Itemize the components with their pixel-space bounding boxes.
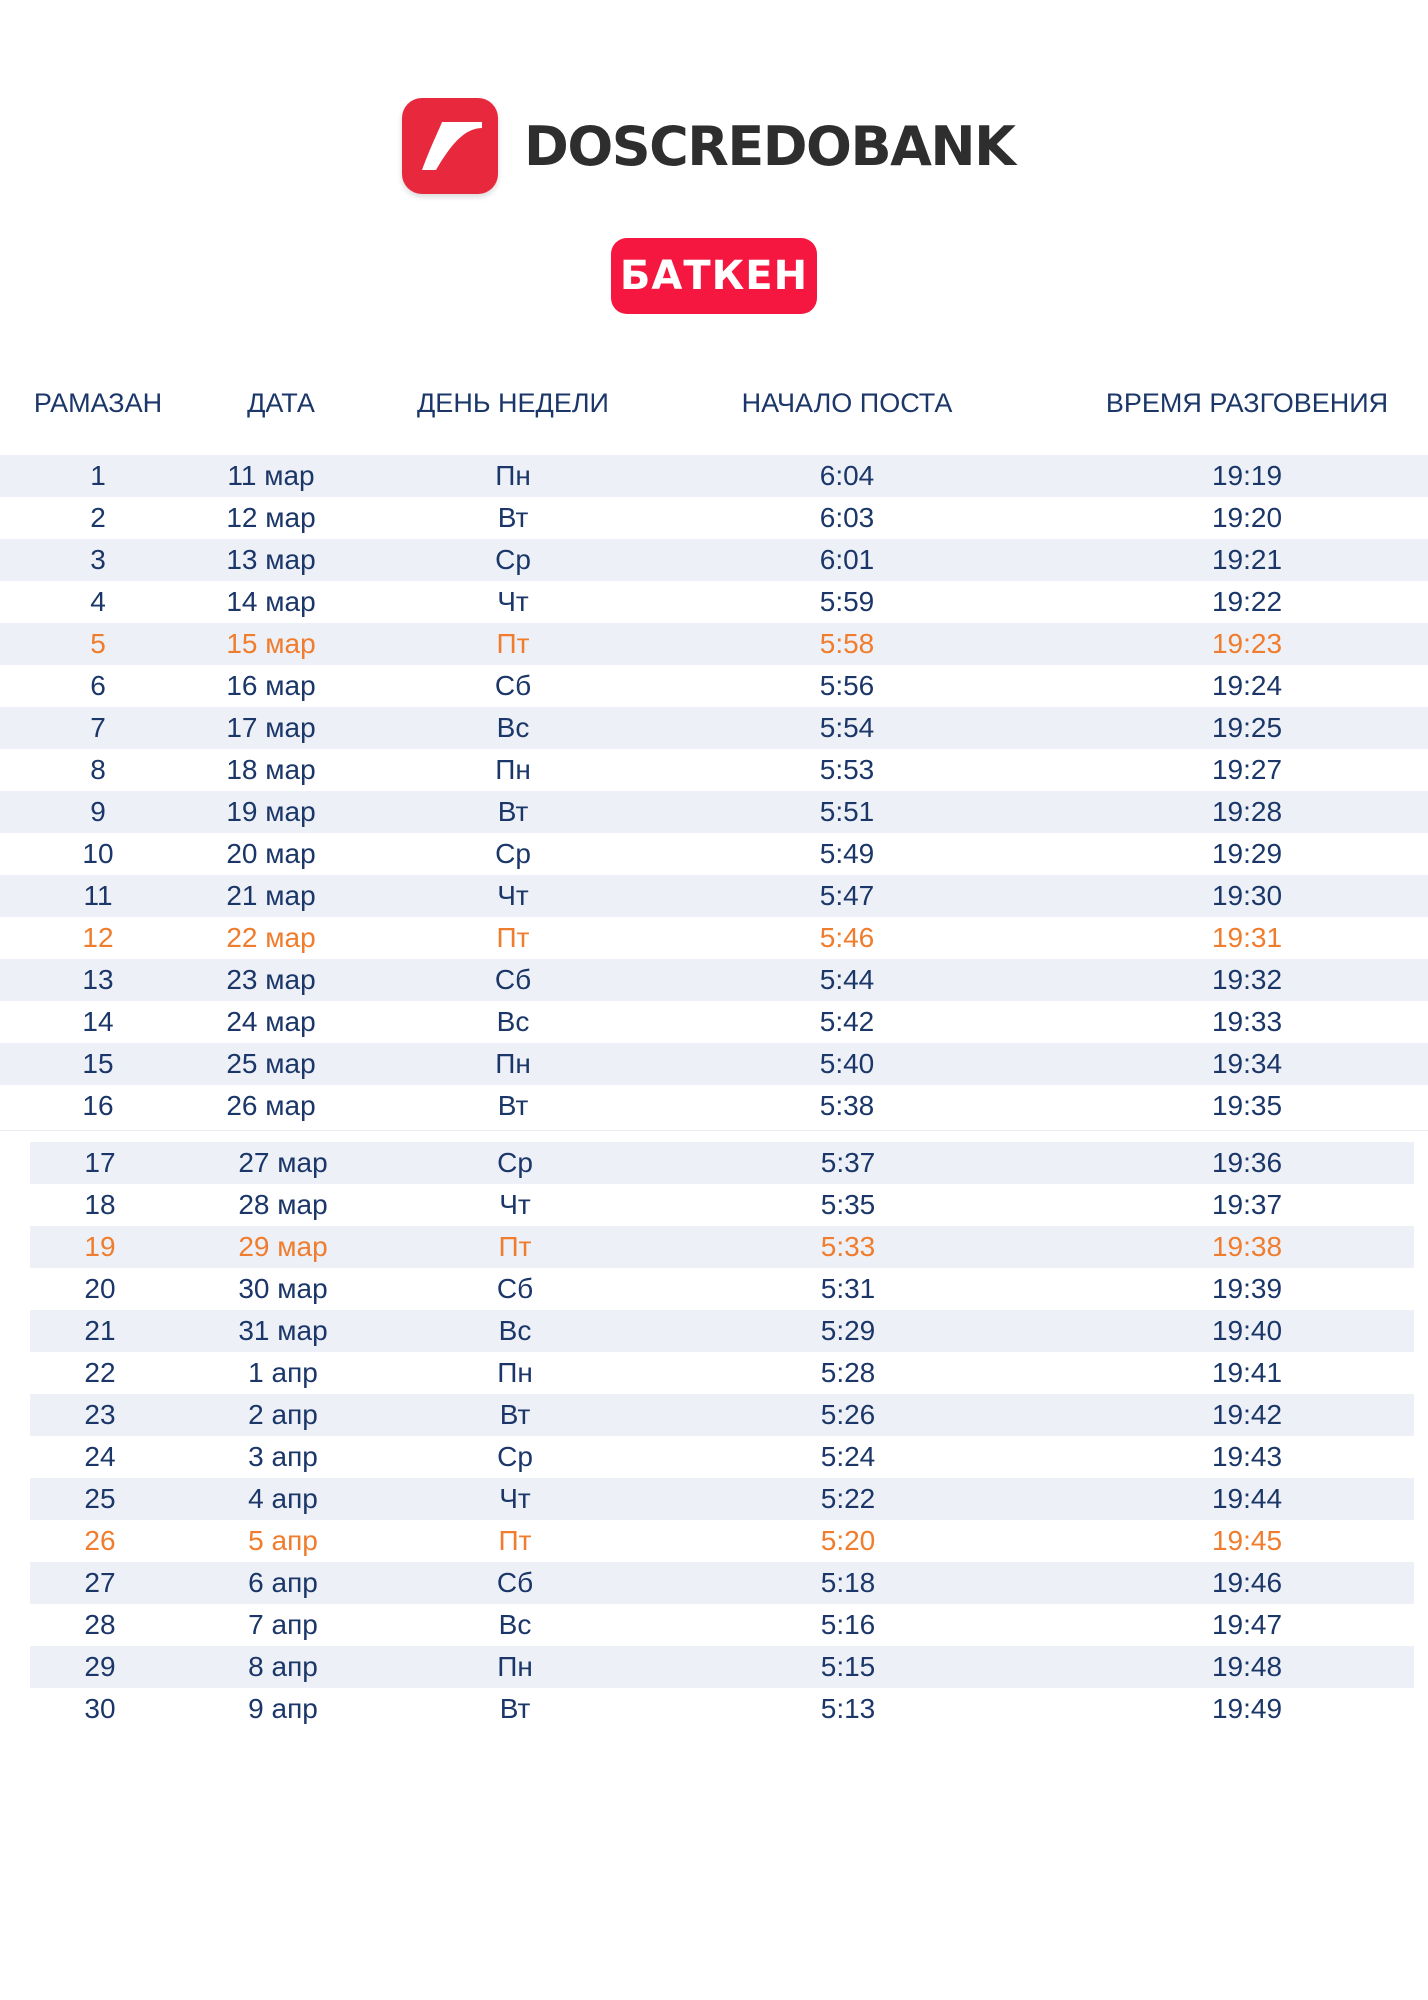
table-row xyxy=(0,1043,1428,1085)
cell-weekday: Сб xyxy=(496,1567,534,1598)
cell-weekday: Пн xyxy=(497,1357,533,1388)
cell-fast-start: 5:28 xyxy=(820,1357,876,1388)
cell-iftar-time: 19:31 xyxy=(1211,922,1283,953)
cell-iftar-time: 19:38 xyxy=(1211,1231,1283,1262)
cell-date: 16 мар xyxy=(226,670,316,701)
cell-date: 13 мар xyxy=(226,544,316,575)
cell-iftar-time: 19:47 xyxy=(1211,1609,1283,1640)
cell-ramadan-day: 29 xyxy=(84,1651,116,1682)
cell-date: 21 мар xyxy=(226,880,316,911)
cell-weekday: Чт xyxy=(499,1483,531,1514)
cell-fast-start: 5:56 xyxy=(819,670,875,701)
cell-iftar-time: 19:30 xyxy=(1211,880,1283,911)
table-row xyxy=(0,581,1428,623)
cell-date: 5 апр xyxy=(248,1525,318,1556)
cell-ramadan-day: 19 xyxy=(84,1231,116,1262)
cell-iftar-time: 19:21 xyxy=(1211,544,1283,575)
table-row xyxy=(0,1085,1428,1127)
cell-weekday: Вс xyxy=(496,712,530,743)
cell-fast-start: 5:35 xyxy=(820,1189,876,1220)
cell-ramadan-day: 2 xyxy=(90,502,106,533)
cell-iftar-time: 19:19 xyxy=(1211,460,1283,491)
cell-date: 19 мар xyxy=(226,796,316,827)
cell-ramadan-day: 15 xyxy=(82,1048,114,1079)
schedule-table-part-1 xyxy=(0,455,1428,1127)
cell-weekday: Сб xyxy=(494,964,532,995)
cell-ramadan-day: 7 xyxy=(90,712,106,743)
table-row xyxy=(30,1436,1414,1478)
cell-fast-start: 5:31 xyxy=(820,1273,876,1304)
table-row xyxy=(0,497,1428,539)
cell-iftar-time: 19:39 xyxy=(1211,1273,1283,1304)
cell-iftar-time: 19:43 xyxy=(1211,1441,1283,1472)
cell-ramadan-day: 10 xyxy=(82,838,114,869)
table-row xyxy=(0,959,1428,1001)
cell-iftar-time: 19:40 xyxy=(1211,1315,1283,1346)
brand-logo xyxy=(402,96,1014,196)
cell-ramadan-day: 4 xyxy=(90,586,106,617)
doscredobank-logo-icon xyxy=(402,98,498,194)
cell-weekday: Сб xyxy=(494,670,532,701)
cell-weekday: Пн xyxy=(495,754,531,785)
cell-weekday: Пн xyxy=(495,1048,531,1079)
cell-date: 18 мар xyxy=(226,754,316,785)
brand-name: DOSCREDOBANK xyxy=(524,114,1015,178)
cell-fast-start: 5:53 xyxy=(819,754,875,785)
cell-weekday: Вт xyxy=(499,1399,531,1430)
cell-ramadan-day: 20 xyxy=(84,1273,116,1304)
cell-fast-start: 6:03 xyxy=(819,502,875,533)
cell-iftar-time: 19:42 xyxy=(1211,1399,1283,1430)
cell-date: 25 мар xyxy=(226,1048,316,1079)
cell-ramadan-day: 5 xyxy=(90,628,106,659)
cell-date: 4 апр xyxy=(248,1483,318,1514)
cell-ramadan-day: 11 xyxy=(83,880,113,911)
cell-ramadan-day: 8 xyxy=(90,754,106,785)
cell-ramadan-day: 17 xyxy=(84,1147,116,1178)
cell-date: 31 мар xyxy=(238,1315,328,1346)
cell-fast-start: 5:46 xyxy=(819,922,875,953)
cell-date: 17 мар xyxy=(226,712,316,743)
cell-weekday: Вт xyxy=(497,796,529,827)
cell-weekday: Пт xyxy=(498,1525,532,1556)
cell-iftar-time: 19:29 xyxy=(1211,838,1283,869)
cell-fast-start: 5:24 xyxy=(820,1441,876,1472)
cell-fast-start: 5:38 xyxy=(819,1090,875,1121)
cell-date: 11 мар xyxy=(227,460,315,491)
cell-fast-start: 5:59 xyxy=(819,586,875,617)
cell-weekday: Ср xyxy=(497,1147,533,1178)
cell-date: 9 апр xyxy=(248,1693,318,1724)
cell-date: 24 мар xyxy=(226,1006,316,1037)
table-row xyxy=(0,455,1428,497)
cell-weekday: Вт xyxy=(499,1693,531,1724)
cell-weekday: Ср xyxy=(495,544,531,575)
cell-iftar-time: 19:46 xyxy=(1211,1567,1283,1598)
column-header-fast-start: НАЧАЛО ПОСТА xyxy=(741,388,953,418)
cell-fast-start: 5:15 xyxy=(820,1651,876,1682)
table-row xyxy=(30,1142,1414,1184)
table-row xyxy=(0,623,1428,665)
cell-ramadan-day: 23 xyxy=(84,1399,116,1430)
cell-ramadan-day: 14 xyxy=(82,1006,114,1037)
cell-iftar-time: 19:33 xyxy=(1211,1006,1283,1037)
cell-date: 14 мар xyxy=(226,586,316,617)
cell-fast-start: 5:47 xyxy=(819,880,875,911)
cell-ramadan-day: 1 xyxy=(90,460,106,491)
cell-fast-start: 5:54 xyxy=(819,712,875,743)
cell-ramadan-day: 26 xyxy=(84,1525,116,1556)
cell-fast-start: 5:33 xyxy=(820,1231,876,1262)
table-row xyxy=(0,539,1428,581)
table-row xyxy=(0,749,1428,791)
cell-fast-start: 5:20 xyxy=(820,1525,876,1556)
cell-fast-start: 5:40 xyxy=(819,1048,875,1079)
table-row xyxy=(30,1352,1414,1394)
cell-iftar-time: 19:24 xyxy=(1211,670,1283,701)
cell-weekday: Чт xyxy=(497,586,529,617)
cell-fast-start: 5:51 xyxy=(819,796,875,827)
cell-iftar-time: 19:41 xyxy=(1211,1357,1283,1388)
table-row xyxy=(30,1268,1414,1310)
cell-weekday: Вт xyxy=(497,1090,529,1121)
table-row xyxy=(30,1226,1414,1268)
cell-iftar-time: 19:20 xyxy=(1211,502,1283,533)
cell-weekday: Пн xyxy=(495,460,531,491)
cell-ramadan-day: 3 xyxy=(90,544,106,575)
cell-fast-start: 5:29 xyxy=(820,1315,876,1346)
cell-iftar-time: 19:49 xyxy=(1211,1693,1283,1724)
cell-weekday: Вс xyxy=(498,1315,532,1346)
cell-iftar-time: 19:27 xyxy=(1211,754,1283,785)
cell-date: 6 апр xyxy=(248,1567,318,1598)
cell-date: 30 мар xyxy=(238,1273,328,1304)
cell-date: 15 мар xyxy=(226,628,316,659)
cell-ramadan-day: 21 xyxy=(84,1315,116,1346)
cell-date: 2 апр xyxy=(248,1399,318,1430)
table-row xyxy=(0,917,1428,959)
table-row xyxy=(30,1478,1414,1520)
column-header-ramadan: РАМАЗАН xyxy=(33,388,163,418)
cell-date: 26 мар xyxy=(226,1090,316,1121)
cell-date: 27 мар xyxy=(238,1147,328,1178)
cell-date: 1 апр xyxy=(248,1357,318,1388)
cell-weekday: Вс xyxy=(496,1006,530,1037)
cell-fast-start: 5:58 xyxy=(819,628,875,659)
cell-iftar-time: 19:23 xyxy=(1211,628,1283,659)
table-row xyxy=(30,1394,1414,1436)
table-row xyxy=(30,1688,1414,1730)
cell-iftar-time: 19:34 xyxy=(1211,1048,1283,1079)
cell-iftar-time: 19:25 xyxy=(1211,712,1283,743)
cell-fast-start: 6:01 xyxy=(819,544,875,575)
cell-iftar-time: 19:28 xyxy=(1211,796,1283,827)
column-header-date: ДАТА xyxy=(247,388,315,418)
cell-ramadan-day: 22 xyxy=(84,1357,116,1388)
cell-iftar-time: 19:36 xyxy=(1211,1147,1283,1178)
cell-iftar-time: 19:45 xyxy=(1211,1525,1283,1556)
cell-ramadan-day: 9 xyxy=(90,796,106,827)
table-row xyxy=(0,833,1428,875)
cell-date: 3 апр xyxy=(248,1441,318,1472)
cell-weekday: Ср xyxy=(495,838,531,869)
cell-ramadan-day: 27 xyxy=(84,1567,116,1598)
cell-fast-start: 5:13 xyxy=(820,1693,876,1724)
cell-weekday: Пт xyxy=(496,922,530,953)
cell-date: 7 апр xyxy=(248,1609,318,1640)
cell-weekday: Чт xyxy=(497,880,529,911)
cell-ramadan-day: 13 xyxy=(82,964,114,995)
cell-weekday: Пт xyxy=(498,1231,532,1262)
table-row xyxy=(30,1184,1414,1226)
cell-weekday: Вс xyxy=(498,1609,532,1640)
cell-ramadan-day: 24 xyxy=(84,1441,116,1472)
cell-ramadan-day: 25 xyxy=(84,1483,116,1514)
cell-fast-start: 5:49 xyxy=(819,838,875,869)
cell-fast-start: 5:44 xyxy=(819,964,875,995)
table-header xyxy=(0,388,1428,424)
table-row xyxy=(0,791,1428,833)
table-row xyxy=(30,1646,1414,1688)
cell-date: 8 апр xyxy=(248,1651,318,1682)
cell-iftar-time: 19:32 xyxy=(1211,964,1283,995)
cell-fast-start: 5:26 xyxy=(820,1399,876,1430)
table-row xyxy=(0,1001,1428,1043)
cell-fast-start: 5:22 xyxy=(820,1483,876,1514)
cell-fast-start: 6:04 xyxy=(819,460,875,491)
table-row xyxy=(30,1520,1414,1562)
cell-date: 20 мар xyxy=(226,838,316,869)
column-header-weekday: ДЕНЬ НЕДЕЛИ xyxy=(417,388,609,418)
table-divider xyxy=(0,1130,1428,1131)
table-row xyxy=(30,1604,1414,1646)
cell-iftar-time: 19:37 xyxy=(1211,1189,1283,1220)
cell-ramadan-day: 16 xyxy=(82,1090,114,1121)
cell-date: 28 мар xyxy=(238,1189,328,1220)
cell-fast-start: 5:16 xyxy=(820,1609,876,1640)
cell-fast-start: 5:42 xyxy=(819,1006,875,1037)
table-row xyxy=(0,875,1428,917)
cell-fast-start: 5:18 xyxy=(820,1567,876,1598)
cell-iftar-time: 19:22 xyxy=(1211,586,1283,617)
cell-weekday: Чт xyxy=(499,1189,531,1220)
cell-iftar-time: 19:44 xyxy=(1211,1483,1283,1514)
cell-weekday: Вт xyxy=(497,502,529,533)
cell-ramadan-day: 30 xyxy=(84,1693,116,1724)
table-row xyxy=(30,1310,1414,1352)
cell-date: 12 мар xyxy=(226,502,316,533)
city-badge: БАТКЕН xyxy=(611,238,817,314)
cell-fast-start: 5:37 xyxy=(820,1147,876,1178)
cell-ramadan-day: 28 xyxy=(84,1609,116,1640)
cell-iftar-time: 19:35 xyxy=(1211,1090,1283,1121)
column-header-iftar-time: ВРЕМЯ РАЗГОВЕНИЯ xyxy=(1105,388,1389,418)
table-row xyxy=(30,1562,1414,1604)
cell-weekday: Пт xyxy=(496,628,530,659)
table-row xyxy=(0,665,1428,707)
cell-date: 29 мар xyxy=(238,1231,328,1262)
table-row xyxy=(0,707,1428,749)
cell-ramadan-day: 6 xyxy=(90,670,106,701)
cell-weekday: Пн xyxy=(497,1651,533,1682)
cell-ramadan-day: 12 xyxy=(82,922,114,953)
schedule-table-part-2 xyxy=(30,1142,1414,1730)
cell-date: 22 мар xyxy=(226,922,316,953)
cell-iftar-time: 19:48 xyxy=(1211,1651,1283,1682)
cell-date: 23 мар xyxy=(226,964,316,995)
cell-weekday: Сб xyxy=(496,1273,534,1304)
cell-weekday: Ср xyxy=(497,1441,533,1472)
cell-ramadan-day: 18 xyxy=(84,1189,116,1220)
